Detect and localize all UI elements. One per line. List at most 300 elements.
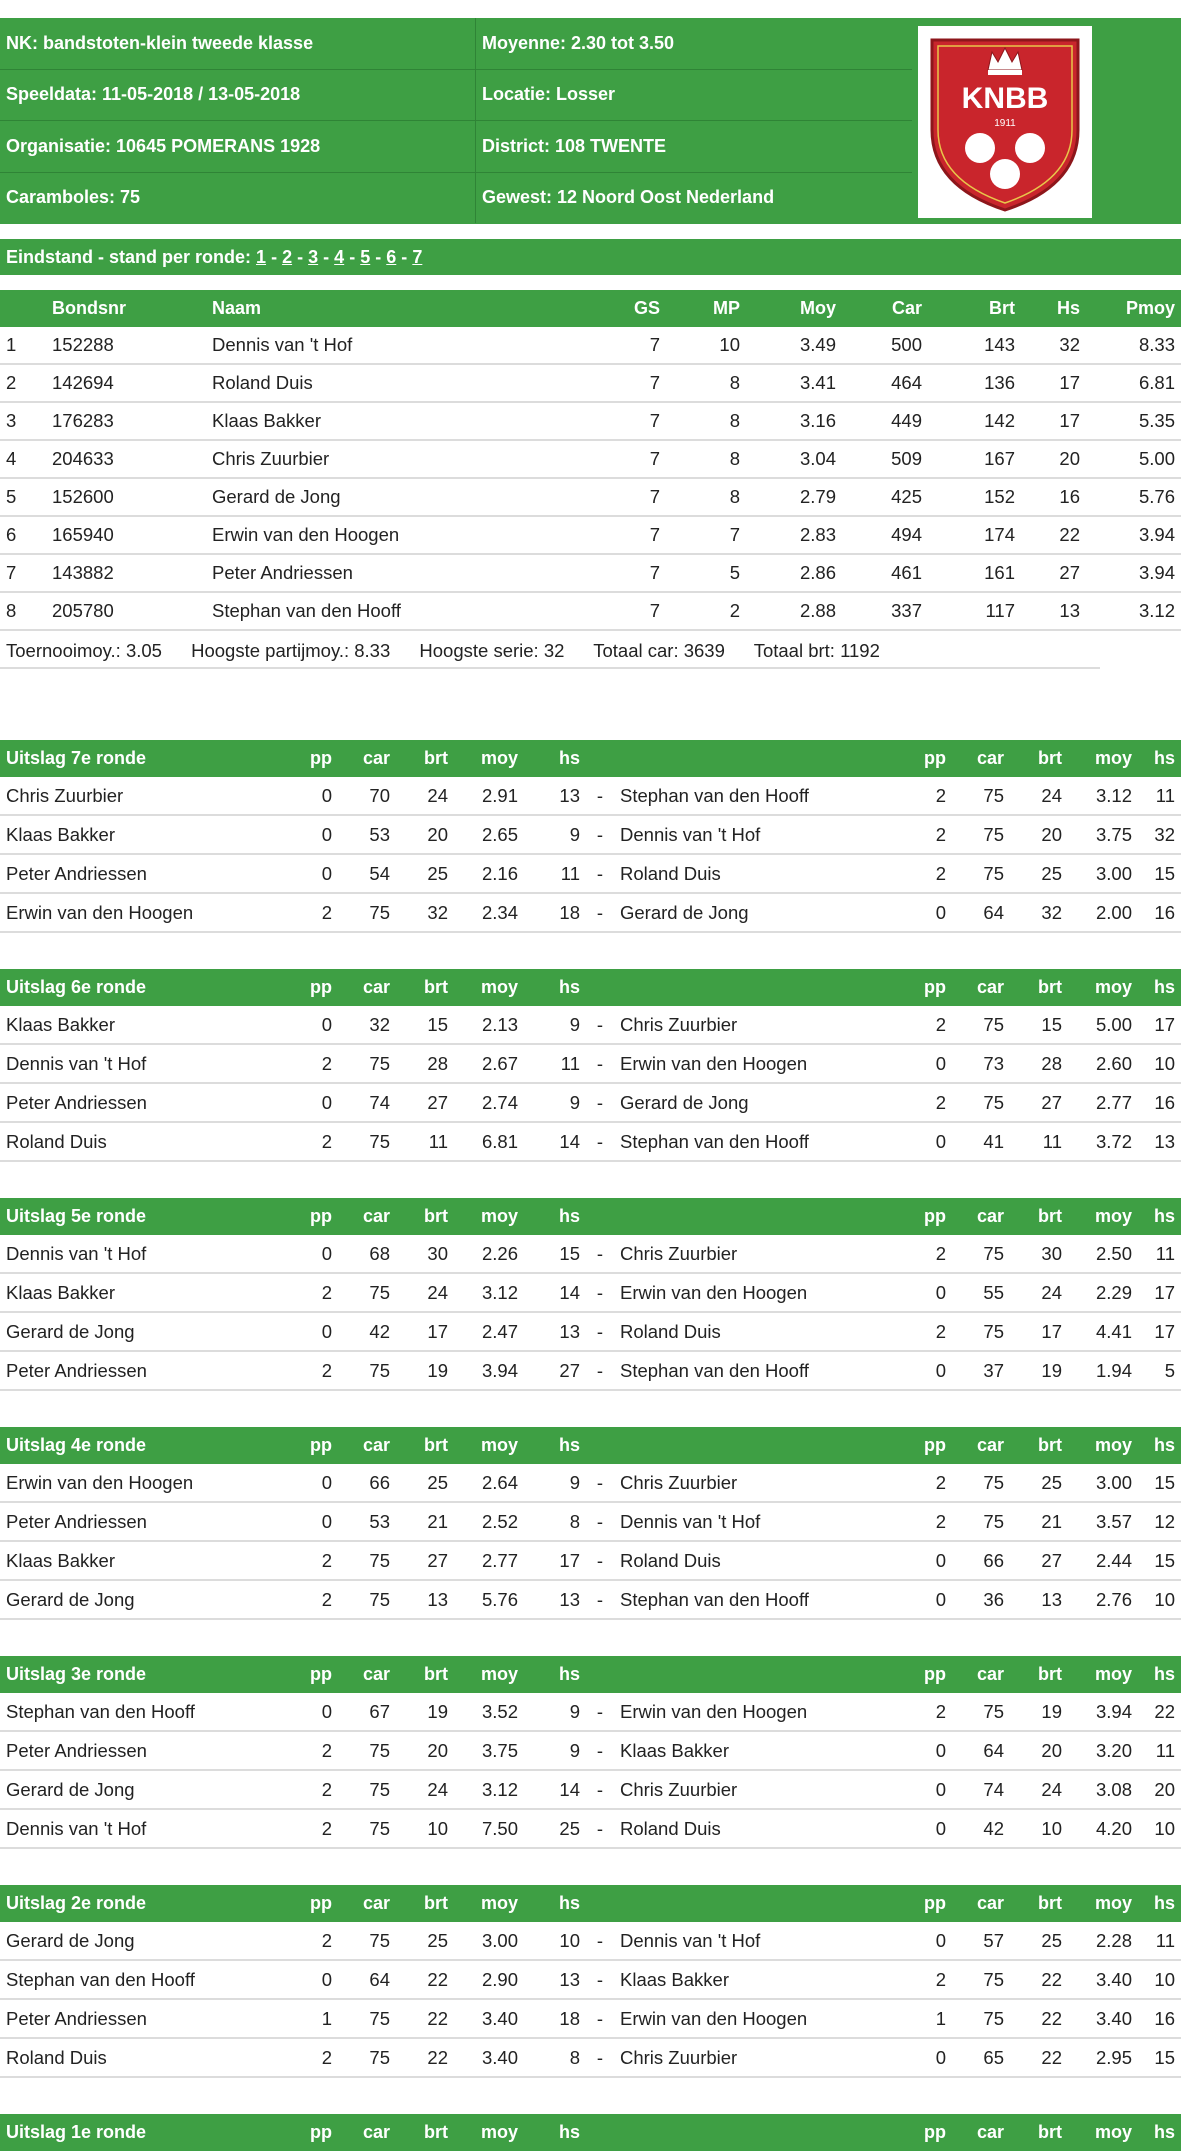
col-header-separator <box>586 2114 614 2151</box>
round-link-4[interactable]: 4 <box>334 247 345 267</box>
player-1-name: Gerard de Jong <box>0 1580 288 1619</box>
match-separator: - <box>586 1122 614 1161</box>
col-header-p1-moy: moy <box>454 2114 524 2151</box>
player-2-name: Chris Zuurbier <box>614 1006 902 1044</box>
player-1-brt: 24 <box>396 777 454 815</box>
player-2-brt: 20 <box>1010 1731 1068 1770</box>
cell-mp: 8 <box>666 440 746 478</box>
player-1-hs: 13 <box>524 1580 586 1619</box>
match-row <box>0 2038 1181 2077</box>
cell-gs: 7 <box>596 554 666 592</box>
round-link-6[interactable]: 6 <box>386 247 397 267</box>
player-2-name: Gerard de Jong <box>614 893 902 932</box>
player-1-moy: 7.50 <box>454 1809 524 1848</box>
player-2-pp: 0 <box>902 1122 952 1161</box>
col-header-separator <box>586 969 614 1006</box>
cell-bondsnr: 165940 <box>46 516 206 554</box>
player-2-brt: 24 <box>1010 1770 1068 1809</box>
match-row <box>0 1044 1181 1083</box>
player-2-pp: 0 <box>902 1731 952 1770</box>
player-2-car: 41 <box>952 1122 1010 1161</box>
round-header-row <box>0 1885 1181 1922</box>
tournament-name: NK: bandstoten-klein tweede klasse <box>0 18 476 69</box>
player-1-moy: 5.76 <box>454 1580 524 1619</box>
match-separator: - <box>586 1999 614 2038</box>
player-2-hs: 12 <box>1138 1502 1181 1541</box>
cell-gs: 7 <box>596 516 666 554</box>
col-header-pmoy: Pmoy <box>1086 290 1181 327</box>
player-1-brt: 28 <box>396 1044 454 1083</box>
player-2-pp: 2 <box>902 1312 952 1351</box>
player-2-name: Erwin van den Hoogen <box>614 1273 902 1312</box>
player-1-brt: 32 <box>396 893 454 932</box>
match-separator: - <box>586 1922 614 1960</box>
player-2-pp: 2 <box>902 1502 952 1541</box>
cell-rank: 8 <box>0 592 46 630</box>
round-link-1[interactable]: 1 <box>256 247 267 267</box>
col-header-p2-pp: pp <box>902 740 952 777</box>
player-1-name: Peter Andriessen <box>0 1351 288 1390</box>
player-1-hs: 13 <box>524 1960 586 1999</box>
nav-separator: - <box>401 247 408 267</box>
player-2-name: Klaas Bakker <box>614 1731 902 1770</box>
cell-moy: 2.86 <box>746 554 842 592</box>
player-1-pp: 0 <box>288 1502 338 1541</box>
player-1-name: Erwin van den Hoogen <box>0 893 288 932</box>
match-separator: - <box>586 1541 614 1580</box>
player-2-moy: 3.40 <box>1068 1999 1138 2038</box>
round-link-3[interactable]: 3 <box>308 247 319 267</box>
player-2-brt: 22 <box>1010 1999 1068 2038</box>
col-header-p2-moy: moy <box>1068 1885 1138 1922</box>
player-2-moy: 4.20 <box>1068 1809 1138 1848</box>
player-2-car: 75 <box>952 1083 1010 1122</box>
player-1-car: 53 <box>338 815 396 854</box>
cell-mp: 8 <box>666 364 746 402</box>
player-1-name: Dennis van 't Hof <box>0 1044 288 1083</box>
player-1-car: 42 <box>338 1312 396 1351</box>
player-2-pp: 2 <box>902 1235 952 1273</box>
logo-year: 1911 <box>994 118 1016 129</box>
col-header-p2-brt: brt <box>1010 1656 1068 1693</box>
player-1-car: 75 <box>338 1580 396 1619</box>
highest-game-average: Hoogste partijmoy.: 8.33 <box>191 640 391 661</box>
col-header-p2-hs: hs <box>1138 1198 1181 1235</box>
col-header-p2-hs: hs <box>1138 1656 1181 1693</box>
col-header-opponent <box>614 1427 902 1464</box>
player-2-moy: 4.41 <box>1068 1312 1138 1351</box>
cell-hs: 22 <box>1021 516 1086 554</box>
knbb-logo <box>918 26 1092 218</box>
player-1-moy: 2.16 <box>454 854 524 893</box>
col-header-rank <box>0 290 46 327</box>
region: Gewest: 12 Noord Oost Nederland <box>482 187 775 207</box>
player-2-name: Erwin van den Hoogen <box>614 1044 902 1083</box>
player-1-car: 75 <box>338 1273 396 1312</box>
player-1-hs: 9 <box>524 1464 586 1502</box>
match-separator: - <box>586 1809 614 1848</box>
standings-row <box>0 516 1181 554</box>
cell-moy: 3.04 <box>746 440 842 478</box>
cell-pmoy: 8.33 <box>1086 327 1181 364</box>
player-2-hs: 32 <box>1138 815 1181 854</box>
col-header-p2-brt: brt <box>1010 740 1068 777</box>
player-2-brt: 19 <box>1010 1693 1068 1731</box>
col-header-p2-car: car <box>952 969 1010 1006</box>
player-1-brt: 22 <box>396 1960 454 1999</box>
match-separator: - <box>586 1273 614 1312</box>
cell-moy: 2.83 <box>746 516 842 554</box>
col-header-p1-car: car <box>338 1427 396 1464</box>
match-row <box>0 1731 1181 1770</box>
player-2-car: 65 <box>952 2038 1010 2077</box>
player-2-name: Roland Duis <box>614 1312 902 1351</box>
player-2-brt: 15 <box>1010 1006 1068 1044</box>
player-1-car: 66 <box>338 1464 396 1502</box>
col-header-p1-brt: brt <box>396 740 454 777</box>
player-2-hs: 16 <box>1138 1083 1181 1122</box>
cell-car: 509 <box>842 440 928 478</box>
match-row <box>0 1083 1181 1122</box>
player-2-moy: 2.60 <box>1068 1044 1138 1083</box>
player-1-moy: 2.64 <box>454 1464 524 1502</box>
col-header-p2-hs: hs <box>1138 2114 1181 2151</box>
player-1-car: 74 <box>338 1083 396 1122</box>
cell-hs: 20 <box>1021 440 1086 478</box>
player-2-pp: 0 <box>902 1922 952 1960</box>
col-header-hs: Hs <box>1021 290 1086 327</box>
match-row <box>0 1693 1181 1731</box>
player-2-hs: 16 <box>1138 1999 1181 2038</box>
col-header-opponent <box>614 740 902 777</box>
cell-naam: Chris Zuurbier <box>206 440 596 478</box>
col-header-separator <box>586 1198 614 1235</box>
match-row <box>0 1960 1181 1999</box>
player-1-brt: 27 <box>396 1541 454 1580</box>
col-header-p1-car: car <box>338 1656 396 1693</box>
match-row <box>0 1541 1181 1580</box>
round-table <box>0 1427 1181 1620</box>
player-2-name: Dennis van 't Hof <box>614 1502 902 1541</box>
player-1-hs: 15 <box>524 1235 586 1273</box>
player-1-hs: 13 <box>524 1312 586 1351</box>
player-2-moy: 3.75 <box>1068 815 1138 854</box>
player-2-pp: 2 <box>902 815 952 854</box>
match-row <box>0 893 1181 932</box>
col-header-p1-brt: brt <box>396 1885 454 1922</box>
col-header-p2-hs: hs <box>1138 1427 1181 1464</box>
cell-naam: Stephan van den Hooff <box>206 592 596 630</box>
round-title: Uitslag 3e ronde <box>0 1656 288 1693</box>
player-2-moy: 3.00 <box>1068 854 1138 893</box>
round-link-7[interactable]: 7 <box>412 247 423 267</box>
cell-mp: 10 <box>666 327 746 364</box>
col-header-p2-hs: hs <box>1138 740 1181 777</box>
player-2-car: 57 <box>952 1922 1010 1960</box>
round-header-row <box>0 1427 1181 1464</box>
player-1-moy: 3.40 <box>454 1999 524 2038</box>
player-1-brt: 13 <box>396 1580 454 1619</box>
col-header-p2-car: car <box>952 2114 1010 2151</box>
cell-pmoy: 5.76 <box>1086 478 1181 516</box>
player-1-pp: 0 <box>288 1006 338 1044</box>
player-2-car: 66 <box>952 1541 1010 1580</box>
player-1-moy: 3.12 <box>454 1770 524 1809</box>
col-header-p1-moy: moy <box>454 1885 524 1922</box>
cell-brt: 142 <box>928 402 1021 440</box>
player-2-moy: 2.00 <box>1068 893 1138 932</box>
col-header-p1-moy: moy <box>454 1198 524 1235</box>
player-1-pp: 2 <box>288 1273 338 1312</box>
player-2-brt: 19 <box>1010 1351 1068 1390</box>
player-2-name: Klaas Bakker <box>614 1960 902 1999</box>
player-2-car: 75 <box>952 1312 1010 1351</box>
player-2-moy: 2.28 <box>1068 1922 1138 1960</box>
col-header-p2-moy: moy <box>1068 969 1138 1006</box>
player-1-car: 75 <box>338 1809 396 1848</box>
player-2-pp: 0 <box>902 1770 952 1809</box>
player-2-moy: 2.50 <box>1068 1235 1138 1273</box>
cell-mp: 8 <box>666 402 746 440</box>
player-1-brt: 21 <box>396 1502 454 1541</box>
player-2-car: 55 <box>952 1273 1010 1312</box>
player-2-pp: 0 <box>902 1351 952 1390</box>
player-1-brt: 19 <box>396 1351 454 1390</box>
player-2-name: Chris Zuurbier <box>614 1464 902 1502</box>
col-header-p1-hs: hs <box>524 740 586 777</box>
cell-brt: 117 <box>928 592 1021 630</box>
player-1-car: 75 <box>338 1351 396 1390</box>
standings-row <box>0 592 1181 630</box>
col-header-p1-pp: pp <box>288 1198 338 1235</box>
cell-brt: 136 <box>928 364 1021 402</box>
player-1-hs: 17 <box>524 1541 586 1580</box>
round-header-row <box>0 740 1181 777</box>
player-2-pp: 2 <box>902 1006 952 1044</box>
standings-header-row <box>0 290 1181 327</box>
cell-car: 425 <box>842 478 928 516</box>
player-2-pp: 0 <box>902 1541 952 1580</box>
player-2-moy: 3.72 <box>1068 1122 1138 1161</box>
player-2-hs: 10 <box>1138 1960 1181 1999</box>
total-caramboles: Totaal car: 3639 <box>593 640 725 661</box>
col-header-opponent <box>614 1885 902 1922</box>
round-title: Uitslag 6e ronde <box>0 969 288 1006</box>
player-2-brt: 25 <box>1010 1464 1068 1502</box>
player-1-moy: 2.34 <box>454 893 524 932</box>
col-header-p1-brt: brt <box>396 1427 454 1464</box>
match-row <box>0 1273 1181 1312</box>
round-table <box>0 2114 1181 2151</box>
player-1-moy: 2.67 <box>454 1044 524 1083</box>
tournament-average: Toernooimoy.: 3.05 <box>6 640 162 661</box>
cell-bondsnr: 142694 <box>46 364 206 402</box>
player-2-pp: 1 <box>902 1999 952 2038</box>
player-1-pp: 2 <box>288 1580 338 1619</box>
player-2-brt: 28 <box>1010 1044 1068 1083</box>
col-header-p1-hs: hs <box>524 1656 586 1693</box>
cell-gs: 7 <box>596 592 666 630</box>
player-1-pp: 0 <box>288 854 338 893</box>
round-title: Uitslag 2e ronde <box>0 1885 288 1922</box>
match-separator: - <box>586 1235 614 1273</box>
player-1-car: 68 <box>338 1235 396 1273</box>
match-row <box>0 1351 1181 1390</box>
player-1-moy: 2.90 <box>454 1960 524 1999</box>
col-header-gs: GS <box>596 290 666 327</box>
player-2-hs: 15 <box>1138 1464 1181 1502</box>
cell-gs: 7 <box>596 402 666 440</box>
col-header-naam: Naam <box>206 290 596 327</box>
player-1-pp: 2 <box>288 893 338 932</box>
player-2-name: Roland Duis <box>614 1541 902 1580</box>
player-2-name: Chris Zuurbier <box>614 1770 902 1809</box>
cell-mp: 5 <box>666 554 746 592</box>
round-link-2[interactable]: 2 <box>282 247 293 267</box>
player-1-car: 54 <box>338 854 396 893</box>
player-1-car: 32 <box>338 1006 396 1044</box>
match-separator: - <box>586 1693 614 1731</box>
tournament-summary <box>0 633 1100 669</box>
player-1-pp: 0 <box>288 777 338 815</box>
cell-pmoy: 6.81 <box>1086 364 1181 402</box>
player-2-brt: 30 <box>1010 1235 1068 1273</box>
player-2-car: 75 <box>952 1006 1010 1044</box>
player-2-name: Roland Duis <box>614 1809 902 1848</box>
player-1-pp: 0 <box>288 1464 338 1502</box>
round-navigation <box>0 239 1181 275</box>
player-2-pp: 0 <box>902 1809 952 1848</box>
cell-naam: Gerard de Jong <box>206 478 596 516</box>
cell-hs: 17 <box>1021 402 1086 440</box>
player-1-pp: 0 <box>288 1312 338 1351</box>
col-header-p2-brt: brt <box>1010 1427 1068 1464</box>
player-1-name: Gerard de Jong <box>0 1312 288 1351</box>
player-2-pp: 2 <box>902 1693 952 1731</box>
col-header-p2-car: car <box>952 1198 1010 1235</box>
player-1-name: Klaas Bakker <box>0 815 288 854</box>
player-1-hs: 11 <box>524 1044 586 1083</box>
player-2-hs: 22 <box>1138 1693 1181 1731</box>
player-2-name: Stephan van den Hooff <box>614 1580 902 1619</box>
cell-hs: 27 <box>1021 554 1086 592</box>
player-1-name: Dennis van 't Hof <box>0 1235 288 1273</box>
player-1-hs: 18 <box>524 893 586 932</box>
player-1-hs: 27 <box>524 1351 586 1390</box>
player-2-car: 37 <box>952 1351 1010 1390</box>
match-row <box>0 1999 1181 2038</box>
player-1-pp: 0 <box>288 1960 338 1999</box>
player-2-moy: 2.44 <box>1068 1541 1138 1580</box>
player-2-brt: 20 <box>1010 815 1068 854</box>
match-row <box>0 815 1181 854</box>
player-1-name: Stephan van den Hooff <box>0 1693 288 1731</box>
cell-moy: 3.16 <box>746 402 842 440</box>
player-1-hs: 9 <box>524 1083 586 1122</box>
player-1-car: 75 <box>338 893 396 932</box>
player-2-pp: 0 <box>902 1580 952 1619</box>
player-2-hs: 15 <box>1138 854 1181 893</box>
match-row <box>0 1235 1181 1273</box>
round-link-5[interactable]: 5 <box>360 247 371 267</box>
player-2-brt: 10 <box>1010 1809 1068 1848</box>
cell-gs: 7 <box>596 478 666 516</box>
cell-hs: 32 <box>1021 327 1086 364</box>
caramboles: Caramboles: 75 <box>0 172 476 223</box>
col-header-p2-pp: pp <box>902 2114 952 2151</box>
round-title: Uitslag 5e ronde <box>0 1198 288 1235</box>
player-2-moy: 2.29 <box>1068 1273 1138 1312</box>
player-2-pp: 0 <box>902 1273 952 1312</box>
col-header-p2-pp: pp <box>902 969 952 1006</box>
player-1-hs: 9 <box>524 815 586 854</box>
standings-row <box>0 327 1181 364</box>
player-1-brt: 20 <box>396 1731 454 1770</box>
cell-rank: 3 <box>0 402 46 440</box>
col-header-separator <box>586 1656 614 1693</box>
player-2-brt: 24 <box>1010 777 1068 815</box>
match-separator: - <box>586 1044 614 1083</box>
player-1-moy: 2.47 <box>454 1312 524 1351</box>
player-1-brt: 22 <box>396 2038 454 2077</box>
cell-naam: Klaas Bakker <box>206 402 596 440</box>
cell-car: 337 <box>842 592 928 630</box>
player-2-hs: 17 <box>1138 1273 1181 1312</box>
player-1-car: 75 <box>338 1044 396 1083</box>
match-row <box>0 1006 1181 1044</box>
cell-bondsnr: 152600 <box>46 478 206 516</box>
cell-brt: 161 <box>928 554 1021 592</box>
cell-gs: 7 <box>596 440 666 478</box>
standings-body <box>0 327 1181 630</box>
match-separator: - <box>586 1464 614 1502</box>
cell-moy: 2.88 <box>746 592 842 630</box>
cell-naam: Roland Duis <box>206 364 596 402</box>
col-header-p1-hs: hs <box>524 2114 586 2151</box>
player-1-car: 64 <box>338 1960 396 1999</box>
cell-bondsnr: 176283 <box>46 402 206 440</box>
player-2-hs: 17 <box>1138 1006 1181 1044</box>
player-1-name: Gerard de Jong <box>0 1770 288 1809</box>
player-2-name: Dennis van 't Hof <box>614 815 902 854</box>
player-2-brt: 17 <box>1010 1312 1068 1351</box>
player-2-moy: 2.76 <box>1068 1580 1138 1619</box>
col-header-p2-moy: moy <box>1068 1198 1138 1235</box>
cell-rank: 6 <box>0 516 46 554</box>
player-1-car: 75 <box>338 1770 396 1809</box>
player-2-hs: 20 <box>1138 1770 1181 1809</box>
player-1-hs: 9 <box>524 1006 586 1044</box>
match-separator: - <box>586 1731 614 1770</box>
cell-bondsnr: 152288 <box>46 327 206 364</box>
round-header-row <box>0 1198 1181 1235</box>
match-row <box>0 777 1181 815</box>
round-title: Uitslag 4e ronde <box>0 1427 288 1464</box>
player-2-name: Chris Zuurbier <box>614 1235 902 1273</box>
player-2-moy: 3.94 <box>1068 1693 1138 1731</box>
tournament-info-grid <box>0 18 912 224</box>
round-header-row <box>0 969 1181 1006</box>
col-header-mp: MP <box>666 290 746 327</box>
player-2-hs: 10 <box>1138 1580 1181 1619</box>
cell-hs: 16 <box>1021 478 1086 516</box>
cell-mp: 7 <box>666 516 746 554</box>
col-header-p2-hs: hs <box>1138 1885 1181 1922</box>
col-header-p1-moy: moy <box>454 740 524 777</box>
col-header-separator <box>586 740 614 777</box>
player-1-brt: 25 <box>396 1922 454 1960</box>
player-2-pp: 0 <box>902 2038 952 2077</box>
